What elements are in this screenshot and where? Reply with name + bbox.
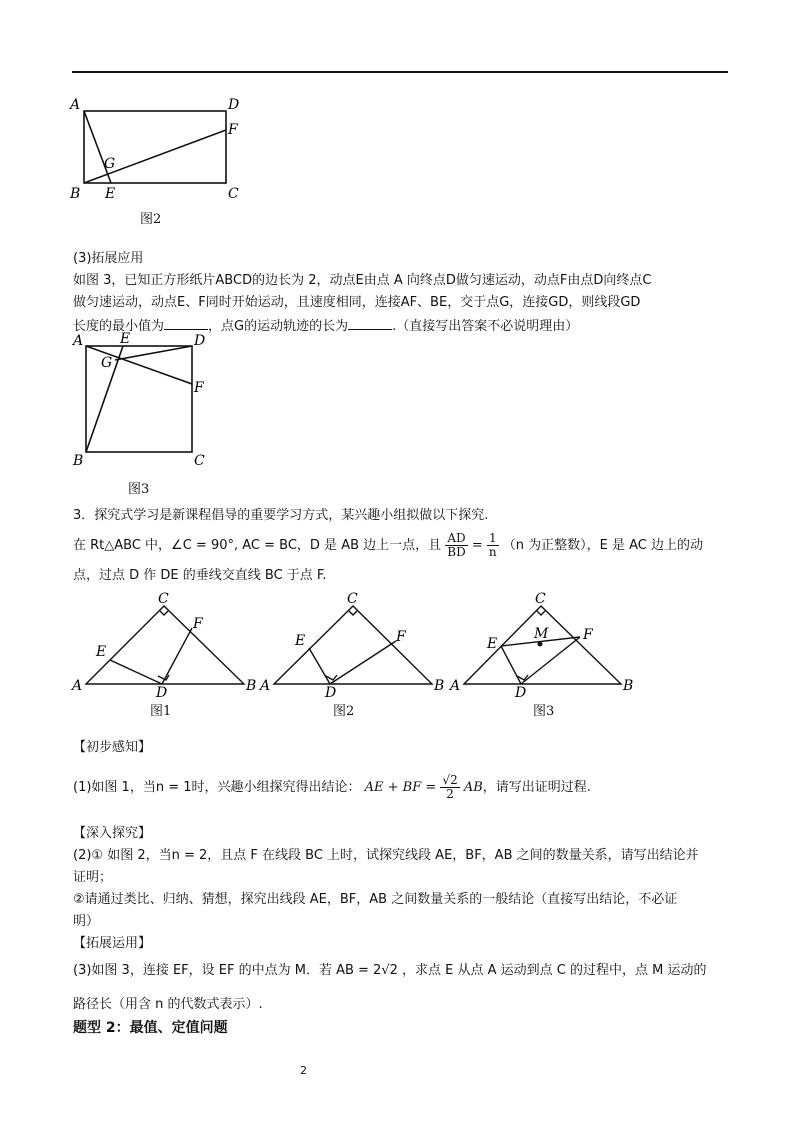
fig3-label-G: G [101, 355, 113, 371]
p3-line2: 做匀速运动，动点E、F同时开始运动，且速度相同，连接AF、BE，交于点G，连接GD，则线段GD [73, 295, 641, 310]
part2-line3: ②请通过类比、归纳、猜想，探究出线段 AE，BF，AB 之间数量关系的一般结论（直接写出结论，不必证 [73, 892, 678, 907]
fig3-label-B: B [73, 453, 84, 469]
fig2-label-E: E [105, 186, 116, 202]
section-title: 题型 2：最值、定值问题 [73, 1020, 228, 1036]
tri3-label-C: C [535, 591, 546, 607]
fig2-label-F: F [228, 122, 238, 138]
part3-header: (3)拓展应用 [73, 251, 144, 266]
p3-line1: 如图 3，已知正方形纸片ABCD的边长为 2，动点E由点 A 向终点D做匀速运动，动点F由点D向终点C [73, 273, 652, 288]
tri3-label-E: E [487, 636, 498, 652]
tri3-caption: 图3 [533, 704, 555, 719]
frac1-num: AD [445, 532, 467, 546]
tri2-label-B: B [434, 678, 445, 694]
part1-line [73, 770, 591, 806]
part1-frac [440, 774, 459, 801]
part2-line2: 证明； [73, 870, 113, 885]
tag-initial: 【初步感知】 [73, 740, 152, 755]
part1-b: ，请写出证明过程. [482, 780, 591, 795]
p3-line3-a: 长度的最小值为 [73, 319, 165, 334]
q3-cond-a: 在 Rt△ABC 中，∠C = 90°, AC = BC，D 是 AB 边上一点，且 [73, 538, 442, 553]
fig3-caption: 图3 [128, 482, 150, 497]
tri3-label-B: B [623, 678, 634, 694]
header-rule [72, 71, 728, 73]
fig3-label-F: F [194, 380, 204, 396]
tri2-caption: 图2 [333, 704, 355, 719]
answer-blank-1 [164, 317, 208, 330]
tri1-label-C: C [158, 591, 169, 607]
ratio-one-n [487, 532, 499, 559]
part3b-line2: 路径长（用含 n 的代数式表示）. [73, 997, 263, 1012]
part2-line4: 明） [73, 914, 100, 929]
q3-intro: 3．探究式学习是新课程倡导的重要学习方式，某兴趣小组拟做以下探究. [73, 508, 489, 523]
tri3-label-M: M [534, 626, 549, 642]
q3-cond-c: 点，过点 D 作 DE 的垂线交直线 BC 于点 F. [73, 568, 327, 583]
tri1-label-D: D [156, 685, 168, 701]
tri1-label-F: F [193, 616, 203, 632]
fig2-label-A: A [70, 97, 81, 113]
frac2-den: n [488, 545, 497, 559]
fig3-label-E: E [120, 331, 131, 347]
part1-a: (1)如图 1，当n = 1时，兴趣小组探究得出结论： [73, 780, 361, 795]
fig2-caption: 图2 [140, 212, 162, 227]
fig2-label-C: C [228, 186, 239, 202]
tri2-label-E: E [295, 633, 306, 649]
tri3-label-F: F [583, 627, 593, 643]
tri3-label-A: A [450, 678, 461, 694]
frac2-num: 1 [487, 532, 499, 546]
fig2-label-B: B [70, 186, 81, 202]
p3-line3-b: ，点G的运动轨迹的长为 [208, 319, 349, 334]
part1-formula-b: AB [463, 780, 483, 795]
tri2-label-A: A [260, 678, 271, 694]
tri1-label-E: E [96, 644, 107, 660]
frac1-den: BD [447, 545, 466, 559]
fig2-label-G: G [104, 156, 116, 172]
fig2-label-D: D [228, 97, 240, 113]
tri1-label-B: B [246, 678, 257, 694]
q3-cond-b: （n 为正整数），E 是 AC 边上的动 [502, 538, 704, 553]
tri2-label-F: F [396, 629, 406, 645]
tri2-label-C: C [347, 591, 358, 607]
fig3-label-A: A [73, 333, 84, 349]
tag-deep: 【深入探究】 [73, 826, 152, 841]
p3-line3-c: .（直接写出答案不必说明理由） [392, 319, 579, 334]
tag-ext: 【拓展运用】 [73, 936, 152, 951]
midpoint-M [538, 642, 543, 647]
page-number: 2 [300, 1064, 307, 1077]
p3-line3 [73, 317, 578, 335]
ratio-ad-bd [445, 532, 467, 559]
part1-formula-a: AE + BF = [364, 780, 437, 795]
part3b-line1: (3)如图 3，连接 EF，设 EF 的中点为 M．若 AB = 2√2 ，求点 E 从点 A 运动到点 C 的过程中，点 M 运动的 [73, 963, 707, 978]
part1-frac-num: √2 [442, 773, 458, 787]
part2-line1: (2)① 如图 2，当n = 2，且点 F 在线段 BC 上时，试探究线段 AE，BF，AB 之间的数量关系，请写出结论并 [73, 848, 699, 863]
answer-blank-2 [348, 317, 392, 330]
tri1-caption: 图1 [150, 704, 172, 719]
fig3-label-D: D [194, 333, 206, 349]
part1-frac-den: 2 [446, 787, 454, 801]
fig3-label-C: C [194, 453, 205, 469]
tri3-label-D: D [515, 685, 527, 701]
q3-eq: = [471, 538, 483, 553]
tri1-label-A: A [72, 678, 83, 694]
tri2-label-D: D [325, 685, 337, 701]
q3-condition [73, 530, 703, 562]
